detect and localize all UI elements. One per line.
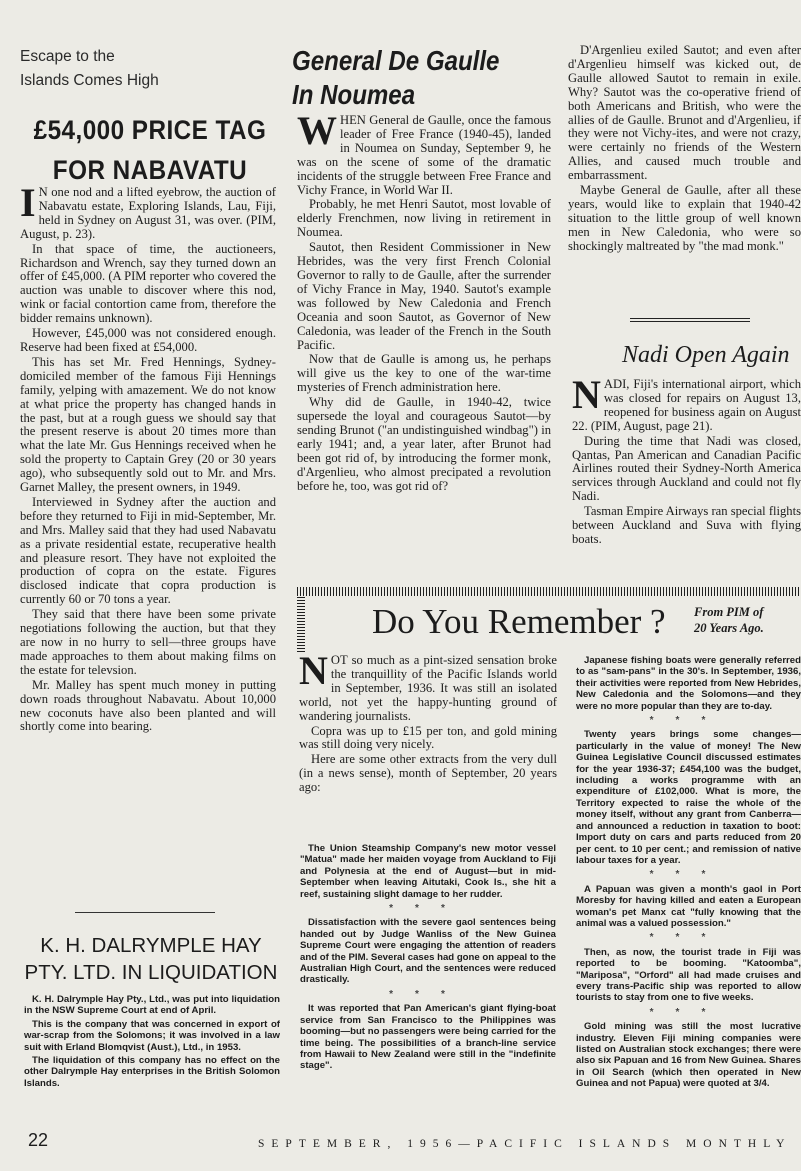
degaulle-headline-line-2: In Noumea (292, 79, 416, 110)
star-separator: *** (389, 988, 467, 1000)
nadi-drop-cap: N (572, 378, 601, 417)
article-paragraph: Here are some other extracts from the very dull (in a news sense), month of September, 20 years ago: (299, 752, 557, 795)
article-paragraph: However, £45,000 was not considered enough. Reserve had been fixed at £54,000. (20, 326, 276, 354)
remember-subtitle-line-2: 20 Years Ago. (694, 621, 764, 635)
nabavatu-drop-cap: I (20, 186, 36, 225)
article-paragraph: During the time that Nadi was closed, Qantas, Pan American and Canadian Pacific Airlines routed their Sydney-North America services through Auckland and could not fly Nadi. (572, 433, 801, 504)
article-paragraph: Mr. Malley has spent much money in putting down roads throughout Nabavatu. About 10,000 new coconuts have also been planted and will shortly come into bearing. (20, 677, 276, 734)
degaulle-drop-cap: W (297, 114, 337, 153)
article-paragraph: Interviewed in Sydney after the auction and before they returned to Fiji in mid-September, Mr. and Mrs. Malley said that they had used Nabavatu as a private residential estate, recuperative health and pleasure resort. They have not exploited the production of copra on the estate. Figures disclosed indicate that copra production is currently 60 or 70 tons a year. (20, 494, 276, 607)
remember-drop-cap: N (299, 654, 328, 693)
star-separator: *** (649, 1006, 728, 1018)
article-paragraph: ADI, Fiji's international airport, which was closed for repairs on August 13, reopened for business again on August 22. (PIM, August, page 21). (572, 378, 801, 433)
page-number: 22 (28, 1130, 49, 1150)
article-paragraph: In that space of time, the auctioneers, Richardson and Wrench, say they turned down an offer of £45,000. (A PIM reporter who covered the auction was unable to discover where this nod, wink or facial contortion came from, therefore the bidder remains unknown). (20, 241, 276, 326)
right-divider (630, 318, 750, 322)
article-paragraph: Probably, he met Henri Sautot, most lovable of elderly Frenchmen, now living in retirement in Noumea. (297, 197, 551, 240)
article-paragraph: OT so much as a pint-sized sensation broke the tranquillity of the Pacific Islands world in September, 1936. It was still an isolated world, not yet the happy-hunting ground of wandering journalists. (299, 654, 557, 723)
article-paragraph: Why did de Gaulle, in 1940-42, twice supersede the loyal and courageous Sautot—by sending Brunot ("an undistinguished windbag") in early 1941; and, a year later, after Brunot had been got rid of, by introducing the former monk, d'Argenlieu, who almost precipated a revolution before he, too, was got rid of? (297, 395, 551, 493)
article-paragraph: This has set Mr. Fred Hennings, Sydney-domiciled member of the famous Fiji Hennings family, yelping with amazement. We do not know at what price the property has changed hands in the past, but at a rough guess we should say that the present reserve is about 20 times more than what the late Mr. Gus Hennings received when he sold the property to Captain Grey (20 or 30 years ago), who subsequently sold out to Mr. and Mrs. Garnet Malley, the present owners, in 1949. (20, 354, 276, 495)
extract-item: Twenty years brings some changes—particularly in the value of money! The New Guinea Legislative Council discussed estimates for the year 1936-37; £454,100 was the budget, including a works programme with an expenditure of £102,000. What is more, the Territory expected to raise the whole of the money itself, without any grant from Canberra—and announced a reduction in taxation to boot: Import duty on cars and parts reduced from 20 per cent. to 10 per cent.; and remission of native labour taxes for a year. (576, 729, 801, 866)
liquidation-paragraph: K. H. Dalrymple Hay Pty., Ltd., was put into liquidation in the NSW Supreme Court at end of April. (24, 994, 280, 1017)
extract-item: Dissatisfaction with the severe gaol sentences being handed out by Judge Wanliss of the New Guinea Supreme Court were engaging the attention of readers and of the PIM. Several cases had gone on appeal to the Australian High Court, and the sentences were reduced drastically. (300, 917, 556, 986)
star-separator: *** (649, 932, 728, 944)
kicker-line-2: Islands Comes High (20, 72, 159, 89)
remember-intro (299, 654, 557, 838)
article-paragraph: Maybe General de Gaulle, after all these years, would like to explain that 1940-42 situation to the little group of well known men in New Caledonia, who were so shockingly maltreated by "the mad monk." (568, 183, 801, 253)
nabavatu-headline-line-2: FOR NABAVATU (52, 155, 248, 185)
liquidation-headline-line-2: PTY. LTD. IN LIQUIDATION (24, 961, 278, 984)
article-paragraph: They said that there have been some private negotiations following the auction, but that they are now in no hurry to sell—three groups have made approaches to them about making films on the estate for televsion. (20, 607, 276, 677)
extract-item: A Papuan was given a month's gaol in Port Moresby for having killed and eaten a European woman's pet Manx cat "fully knowing that the animal was a valued possession." (576, 883, 801, 929)
kicker-line-1: Escape to the (20, 48, 115, 65)
extract-item: Then, as now, the tourist trade in Fiji was reported to be booming. "Katoomba", "Mariposa", "Orford" all had made cruises and every trans-Pacific ship was reported to allow tourists to stay from one to five weeks. (576, 946, 801, 1004)
degaulle-article (297, 114, 551, 576)
article-paragraph: Now that de Gaulle is among us, he perhaps will give us the key to one of the war-time mysteries of French administration here. (297, 352, 551, 395)
liquidation-paragraph: The liquidation of this company has no effect on the other Dalrymple Hay enterprises in the British Solomon Islands. (24, 1055, 280, 1089)
article-paragraph: Copra was up to £15 per ton, and gold mining was still doing very nicely. (299, 723, 557, 752)
left-divider (75, 912, 215, 913)
remember-top-hatch-rule (297, 587, 801, 596)
article-paragraph: HEN General de Gaulle, once the famous leader of Free France (1940-45), landed in Noumea on Sunday, September 9, he was on the scene of some of the dramatic incidents of the struggle between Free France and Vichy France, in World War II. (297, 114, 551, 197)
star-separator: *** (389, 903, 467, 915)
remember-subtitle-line-1: From PIM of (694, 605, 764, 619)
star-separator: *** (649, 715, 728, 727)
extract-item: It was reported that Pan American's giant flying-boat service from San Francisco to the Philippines was booming—but no passengers were being carried for the time being. The possibilities of a branch-line service from Hawaii to New Zealand were still in the "indefinite stage". (300, 1003, 556, 1072)
extract-item: The Union Steamship Company's new motor vessel "Matua" made her maiden voyage from Auckland to Fiji and Polynesia at the end of August—but in mid-September when leaving Aitutaki, Cook Is., she hit a reef, sustaining slight damage to her rudder. (300, 843, 556, 900)
running-title: SEPTEMBER, 1956—PACIFIC ISLANDS MONTHLY (258, 1138, 792, 1150)
article-paragraph: Sautot, then Resident Commissioner in New Hebrides, was the very first French Colonial Governor to rally to de Gaulle, after the surrender of Vichy France in May, 1940. Sautot's example was followed by New Caledonia and French Oceania and soon Sautot, as Governor of New Caledonia, was leader of the French in the South Pacific. (297, 240, 551, 352)
liquidation-headline-line-1: K. H. DALRYMPLE HAY (40, 934, 262, 957)
nadi-headline: Nadi Open Again (622, 342, 790, 368)
remember-extracts-col3 (576, 655, 801, 1135)
remember-title: Do You Remember ? (372, 602, 666, 641)
degaulle-headline-line-1: General De Gaulle (292, 45, 500, 76)
extract-item: Gold mining was still the most lucrative industry. Eleven Fiji mining companies were listed on Australian stock exchanges; there were also six Papuan and 16 from New Guinea. Shares in Oil Search (which then operated in New Guinea and not Papua) were quoted at 3/4. (576, 1021, 801, 1090)
liquidation-headline (20, 932, 282, 986)
extract-item: Japanese fishing boats were generally referred to as "sam-pans" in the 30's. In September, 1936, their activities were reported from New Hebrides, New Caledonia and the Solomons—and they were no more popular than they are to-day. (576, 655, 801, 712)
article-paragraph: Tasman Empire Airways ran special flights between Auckland and Suva with flying boats. (572, 504, 801, 546)
remember-subtitle (694, 604, 801, 636)
remember-extracts-col2 (300, 843, 556, 1153)
nabavatu-headline-line-1: £54,000 PRICE TAG (33, 115, 267, 145)
nabavatu-headline (33, 110, 267, 190)
kicker (20, 45, 270, 93)
degaulle-continued (568, 44, 801, 296)
liquidation-paragraph: This is the company that was concerned in export of war-scrap from the Solomons; it was involved in a law suit with Erland Blomqvist (Aust.), Ltd., in 1953. (24, 1018, 280, 1053)
remember-side-hatch-rule (297, 596, 305, 652)
nadi-article (572, 378, 801, 570)
article-paragraph: D'Argenlieu exiled Sautot; and even after d'Argenlieu himself was kicked out, de Gaulle allowed Sautot to remain in exile. Why? Sautot was the co-operative friend of both Americans and British, who were the allies of de Gaulle. Brunot and d'Argenlieu, if they were not Vichy-ites, and were not crazy, were certainly no friends of the Western Allies, and caused much trouble and embarrassment. (568, 44, 801, 183)
nabavatu-article (20, 186, 276, 906)
liquidation-article (24, 994, 280, 1104)
degaulle-headline (292, 44, 524, 112)
star-separator: *** (649, 869, 728, 881)
article-paragraph: N one nod and a lifted eyebrow, the auction of Nabavatu estate, Exploring Islands, Lau, Fiji, held in Sydney on August 31, was over. (PIM, August, p. 23). (20, 186, 276, 241)
